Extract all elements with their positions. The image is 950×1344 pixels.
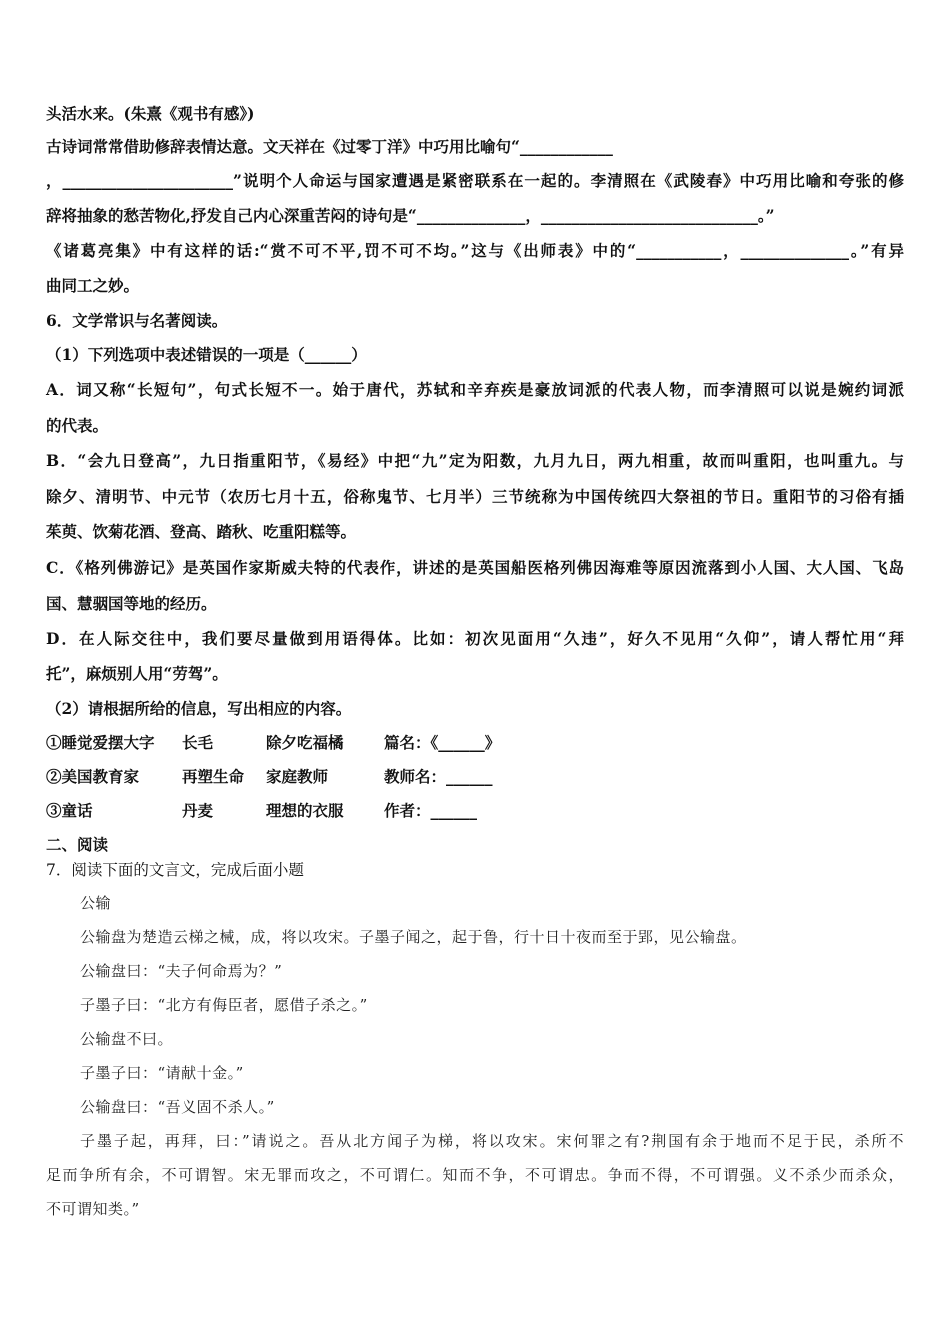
poem-attribution-line: 头活水来。(朱熹《观书有感》): [46, 104, 255, 123]
passage-line: 子墨子曰：“请献十金。”: [80, 1064, 244, 1082]
question-6-heading: 6．文学常识与名著阅读。: [46, 311, 228, 330]
passage-line: 公输盘不曰。: [80, 1030, 174, 1048]
passage-line: 子墨子起，再拜，曰：”请说之。吾从北方闻子为梯，将以攻宋。宋何罪之有?荆国有余于地而不足于民，杀所不: [80, 1132, 904, 1150]
passage-line: 不可谓知类。”: [46, 1200, 140, 1218]
option-c-line: 国、慧骃国等地的经历。: [46, 594, 217, 613]
question-text-line: 曲同工之妙。: [46, 276, 140, 295]
passage-line: 足而争所有余，不可谓智。宋无罪而攻之，不可谓仁。知而不争，不可谓忠。争而不得，不可谓强。义不杀少而杀众，: [46, 1166, 904, 1184]
option-d-line: D．在人际交往中，我们要尽量做到用语得体。比如：初次见面用“久违”，好久不见用“久仰”，请人帮忙用“拜: [46, 629, 904, 648]
question-6-2-prompt: （2）请根据所给的信息，写出相应的内容。: [46, 699, 352, 718]
passage-line: 公输盘曰：“吾义固不杀人。”: [80, 1098, 275, 1116]
table-cell: 家庭教师: [266, 767, 329, 786]
option-b-line: 除夕、清明节、中元节（农历七月十五，俗称鬼节、七月半）三节统称为中国传统四大祭祖的节日。重阳节的习俗有插: [46, 487, 904, 506]
table-cell: 理想的衣服: [266, 801, 344, 820]
question-6-1-prompt: （1）下列选项中表述错误的一项是（______）: [46, 345, 367, 364]
question-text-line: 辞将抽象的愁苦物化,抒发自己内心深重苦闷的诗句是“______________，____________________________。”: [46, 206, 775, 225]
table-cell: ①睡觉爱摆大字: [46, 733, 155, 752]
passage-line: 子墨子曰：“北方有侮臣者，愿借子杀之。”: [80, 996, 368, 1014]
option-c-line: C．《格列佛游记》是英国作家斯威夫特的代表作，讲述的是英国船医格列佛因海难等原因流落到小人国、大人国、飞岛: [46, 558, 904, 577]
table-cell: 除夕吃福橘: [266, 733, 344, 752]
table-cell: 教师名：______: [384, 767, 493, 786]
option-a-line: 的代表。: [46, 416, 109, 435]
table-cell: 作者：______: [384, 801, 478, 820]
option-a-line: A．词又称“长短句”，句式长短不一。始于唐代，苏轼和辛弃疾是豪放词派的代表人物，而李清照可以说是婉约词派: [46, 380, 904, 399]
option-b-line: B．“会九日登高”，九日指重阳节，《易经》中把“九”定为阳数，九月九日，两九相重，故而叫重阳，也叫重九。与: [46, 451, 904, 470]
table-cell: ③童话: [46, 801, 93, 820]
table-cell: ②美国教育家: [46, 767, 140, 786]
table-cell: 篇名：《______》: [384, 733, 501, 752]
passage-line: 公输盘曰：“夫子何命焉为？”: [80, 962, 283, 980]
question-text-line: ，______________________”说明个人命运与国家遭遇是紧密联系在一起的。李清照在《武陵春》中巧用比喻和夸张的修: [46, 171, 904, 190]
passage-line: 公输盘为楚造云梯之械，成，将以攻宋。子墨子闻之，起于鲁，行十日十夜而至于郢，见公输盘。: [80, 928, 747, 946]
passage-title: 公输: [80, 894, 112, 912]
question-7-prompt: 7．阅读下面的文言文，完成后面小题: [46, 861, 304, 879]
table-cell: 丹麦: [182, 801, 214, 820]
question-text-line: 古诗词常常借助修辞表情达意。文天祥在《过零丁洋》中巧用比喻句“____________: [46, 137, 613, 156]
table-cell: 再塑生命: [182, 767, 245, 786]
section-heading: 二、阅读: [46, 835, 109, 854]
question-text-line: 《诸葛亮集》中有这样的话:“赏不可不平,罚不可不均。”这与《出师表》中的“___________，______________。”有异: [46, 241, 904, 260]
option-d-line: 托”，麻烦别人用“劳驾”。: [46, 664, 228, 683]
option-b-line: 茱萸、饮菊花酒、登高、踏秋、吃重阳糕等。: [46, 522, 357, 541]
table-cell: 长毛: [182, 733, 214, 752]
